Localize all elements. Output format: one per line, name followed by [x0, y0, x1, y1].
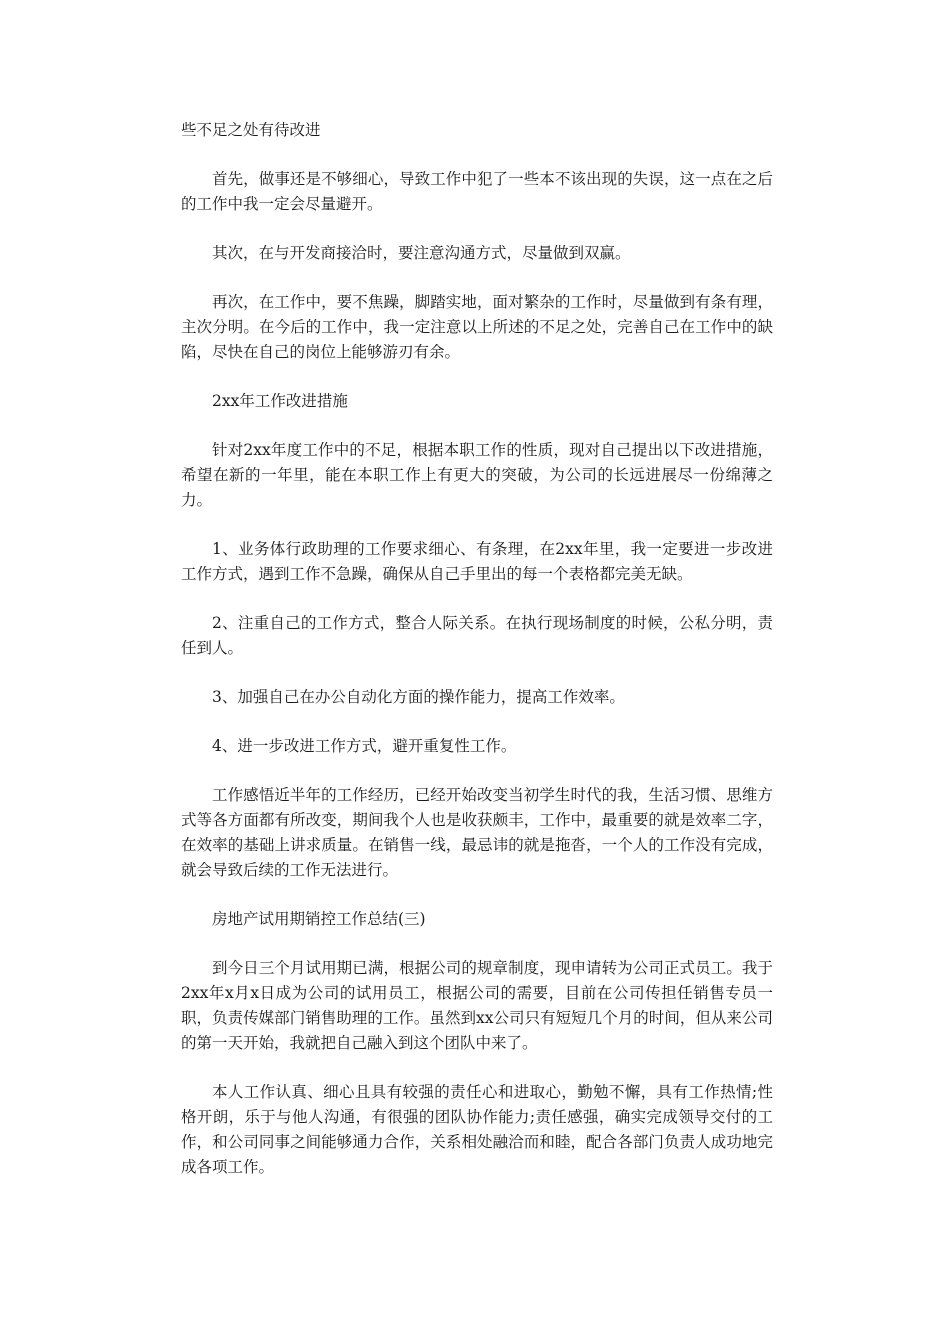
list-item-3: 3、加强自己在办公自动化方面的操作能力，提高工作效率。	[212, 688, 625, 706]
paragraph-self-evaluation: 本人工作认真、细心且具有较强的责任心和进取心，勤勉不懈，具有工作热情;性格开朗，乐于与他人沟通，有很强的团队协作能力;责任感强，确实完成领导交付的工作，和公司同事之间能够通力合作，关系相处融洽而和睦，配合各部门负责人成功地完成各项工作。	[181, 1083, 773, 1176]
paragraph-reflection: 工作感悟近半年的工作经历，已经开始改变当初学生时代的我，生活习惯、思维方式等各方面都有所改变，期间我个人也是收获颇丰，工作中，最重要的就是效率二字，在效率的基础上讲求质量。在销售一线，最忌讳的就是拖沓，一个人的工作没有完成，就会导致后续的工作无法进行。	[181, 786, 773, 879]
section-heading-improvement: 2xx年工作改进措施	[212, 392, 348, 410]
paragraph-second-point: 其次，在与开发商接洽时，要注意沟通方式，尽量做到双赢。	[212, 244, 631, 262]
section-heading-summary-3: 房地产试用期销控工作总结(三)	[212, 910, 426, 928]
paragraph-continuation: 些不足之处有待改进	[181, 121, 321, 139]
list-item-4: 4、进一步改进工作方式，避开重复性工作。	[212, 737, 517, 755]
list-item-1: 1、业务体行政助理的工作要求细心、有条理，在2xx年里，我一定要进一步改进工作方式，遇到工作不急躁，确保从自己手里出的每一个表格都完美无缺。	[181, 540, 773, 583]
paragraph-first-point: 首先，做事还是不够细心，导致工作中犯了一些本不该出现的失误，这一点在之后的工作中我一定会尽量避开。	[181, 170, 773, 213]
document-body	[181, 118, 773, 1204]
list-item-2: 2、注重自己的工作方式，整合人际关系。在执行现场制度的时候，公私分明，责任到人。	[181, 614, 773, 657]
paragraph-probation: 到今日三个月试用期已满，根据公司的规章制度，现申请转为公司正式员工。我于2xx年x月x日成为公司的试用员工，根据公司的需要，目前在公司传担任销售专员一职，负责传媒部门销售助理的工作。虽然到xx公司只有短短几个月的时间，但从来公司的第一天开始，我就把自己融入到这个团队中来了。	[181, 959, 773, 1052]
paragraph-improvement-intro: 针对2xx年度工作中的不足，根据本职工作的性质，现对自己提出以下改进措施，希望在新的一年里，能在本职工作上有更大的突破，为公司的长远进展尽一份绵薄之力。	[181, 441, 773, 509]
paragraph-third-point: 再次，在工作中，要不焦躁，脚踏实地，面对繁杂的工作时，尽量做到有条有理，主次分明。在今后的工作中，我一定注意以上所述的不足之处，完善自己在工作中的缺陷，尽快在自己的岗位上能够游刃有余。	[181, 293, 773, 361]
